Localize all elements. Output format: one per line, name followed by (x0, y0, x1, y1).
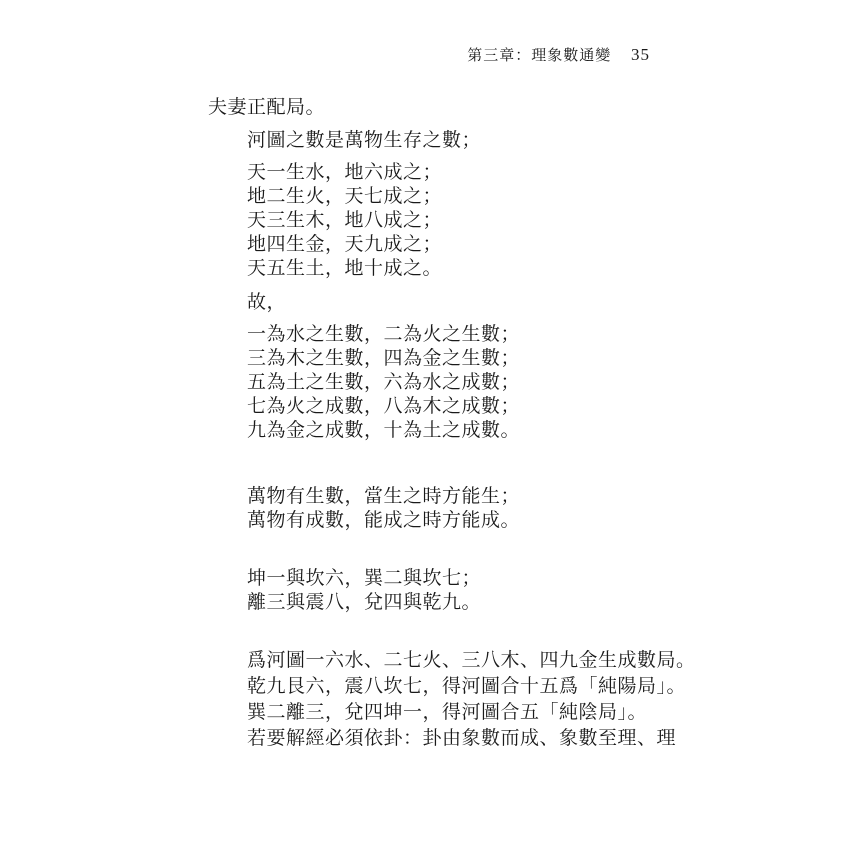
text-line: 離三與震八，兌四與乾九。 (247, 591, 482, 613)
text-line: 爲河圖一六水、二七火、三八木、四九金生成數局。 (247, 649, 696, 671)
text-line: 天三生木，地八成之； (247, 209, 443, 231)
text-line: 三為木之生數，四為金之生數； (247, 347, 521, 369)
text-line: 萬物有成數，能成之時方能成。 (247, 509, 521, 531)
text-line: 七為火之成數，八為木之成數； (247, 395, 521, 417)
text-line: 坤一與坎六，巽二與坎七； (247, 567, 482, 589)
text-line: 一為水之生數，二為火之生數； (247, 323, 521, 345)
text-line: 萬物有生數，當生之時方能生； (247, 485, 521, 507)
text-line: 地二生火，天七成之； (247, 185, 443, 207)
section-title: 夫妻正配局。 (208, 96, 326, 118)
text-line: 河圖之數是萬物生存之數； (247, 129, 482, 151)
text-line: 若要解經必須依卦：卦由象數而成、象數至理、理 (247, 727, 677, 749)
text-line: 五為土之生數，六為水之成數； (247, 371, 521, 393)
text-line: 天五生土，地十成之。 (247, 257, 443, 279)
text-line: 故， (247, 291, 287, 313)
page-number: 35 (631, 45, 650, 64)
text-line: 地四生金，天九成之； (247, 233, 443, 255)
text-line: 天一生水，地六成之； (247, 161, 443, 183)
text-line: 巽二離三，兌四坤一，得河圖合五「純陰局」。 (247, 701, 648, 723)
text-line: 九為金之成數，十為土之成數。 (247, 419, 521, 441)
text-line: 乾九艮六，震八坎七，得河圖合十五爲「純陽局」。 (247, 675, 687, 697)
running-header (467, 44, 650, 65)
chapter-title: 第三章：理象數通變 (467, 46, 612, 64)
